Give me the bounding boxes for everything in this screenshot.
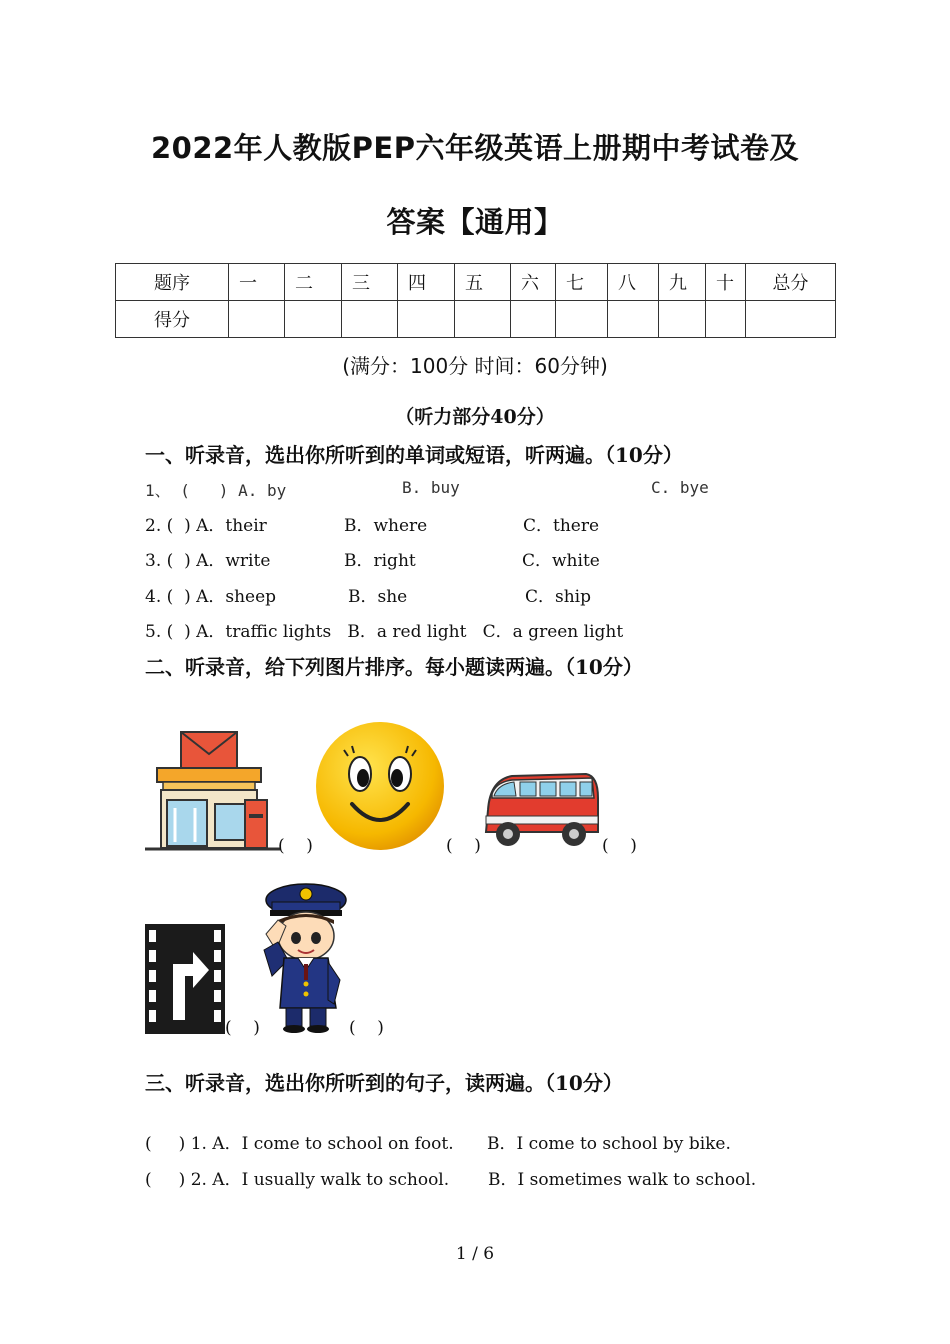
section1-heading: 一、听录音，选出你所听到的单词或短语，听两遍。（10分） (145, 443, 683, 467)
turn-right-sign-icon (145, 924, 225, 1034)
police-officer-icon (258, 880, 350, 1034)
s1-q1-b: B. buy (402, 478, 460, 497)
s1-q1-c: C. bye (651, 478, 709, 497)
score-cell (342, 301, 398, 338)
score-header-cell: 二 (285, 264, 342, 301)
section2-heading: 二、听录音，给下列图片排序。每小题读两遍。（10分） (145, 655, 643, 679)
score-header-cell: 题序 (116, 264, 229, 301)
title-line-2: 答案【通用】 (386, 205, 564, 239)
score-header-cell: 总分 (746, 264, 836, 301)
section3-heading: 三、听录音，选出你所听到的句子，读两遍。（10分） (145, 1071, 623, 1095)
s1-q5: 5. ( ) A．traffic lights B．a red light C．a green light (145, 622, 624, 642)
smiley-face-icon (314, 720, 446, 852)
s1-q3-b: B．right (344, 551, 416, 571)
score-header-cell: 九 (659, 264, 706, 301)
score-header-cell: 六 (511, 264, 556, 301)
score-header-cell: 五 (455, 264, 511, 301)
s3-q2-a: ( ) 2. A．I usually walk to school. (145, 1170, 450, 1190)
s1-q4-c: C．ship (525, 587, 591, 607)
pic5-blank: ( ) (349, 1018, 384, 1038)
score-header-cell: 三 (342, 264, 398, 301)
s1-q2-c: C．there (523, 516, 600, 536)
pic3-blank: ( ) (602, 836, 637, 856)
s1-q3-c: C．white (522, 551, 600, 571)
score-cell (556, 301, 608, 338)
bus-icon (482, 770, 602, 852)
s3-q2-b: B．I sometimes walk to school. (488, 1170, 757, 1190)
score-cell (285, 301, 342, 338)
score-table-score-row (116, 301, 836, 338)
score-table-header-row (116, 264, 836, 301)
s3-q1-b: B．I come to school by bike. (487, 1134, 731, 1154)
score-cell (608, 301, 659, 338)
page-number: 1 / 6 (455, 1244, 495, 1264)
score-row-label: 得分 (116, 301, 229, 338)
s1-q4-a: 4. ( ) A．sheep (145, 587, 277, 607)
title-line-1: 2022年人教版PEP六年级英语上册期中考试卷及 (150, 131, 800, 165)
score-cell (229, 301, 285, 338)
score-cell (659, 301, 706, 338)
s1-q1-a: 1、 ( ) A. by (145, 481, 287, 500)
s3-q1-a: ( ) 1. A．I come to school on foot. (145, 1134, 454, 1154)
s1-q3-a: 3. ( ) A．write (145, 551, 271, 571)
score-cell (746, 301, 836, 338)
listening-part-heading: （听力部分40分） (395, 406, 555, 428)
pic4-blank: ( ) (225, 1018, 260, 1038)
score-header-cell: 八 (608, 264, 659, 301)
score-cell (706, 301, 746, 338)
s1-q2-b: B．where (344, 516, 428, 536)
s1-q2-a: 2. ( ) A．their (145, 516, 267, 536)
score-header-cell: 七 (556, 264, 608, 301)
exam-note: (满分：100分 时间：60分钟) (342, 354, 608, 378)
post-office-icon (145, 728, 280, 852)
pic1-blank: ( ) (278, 836, 313, 856)
score-cell (398, 301, 455, 338)
score-cell (511, 301, 556, 338)
s1-q4-b: B．she (348, 587, 408, 607)
score-header-cell: 一 (229, 264, 285, 301)
pic2-blank: ( ) (446, 836, 481, 856)
score-table (115, 263, 836, 338)
score-header-cell: 十 (706, 264, 746, 301)
score-header-cell: 四 (398, 264, 455, 301)
score-cell (455, 301, 511, 338)
